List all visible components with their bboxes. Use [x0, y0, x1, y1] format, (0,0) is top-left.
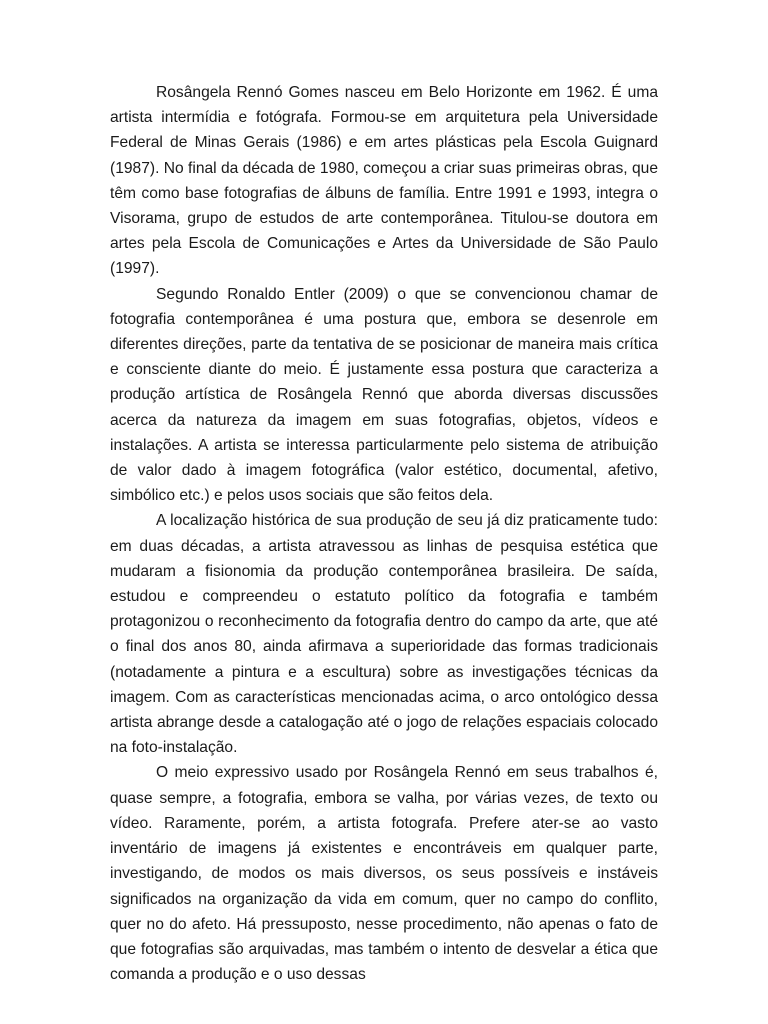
paragraph-biography: Rosângela Rennó Gomes nasceu em Belo Horizonte em 1962. É uma artista intermídia e fotógrafa. Formou-se em arquitetura pela Universidade Federal de Minas Gerais (1986) e em artes plásticas pela Escola Guignard (1987). No final da década de 1980, começou a criar suas primeiras obras, que têm como base fotografias de álbuns de família. Entre 1991 e 1993, integra o Visorama, grupo de estudos de arte contemporânea. Titulou-se doutora em artes pela Escola de Comunicações e Artes da Universidade de São Paulo (1997).	[110, 84, 658, 278]
paragraph-contemporary-photography: Segundo Ronaldo Entler (2009) o que se convencionou chamar de fotografia contemporânea é uma postura que, embora se desenrole em diferentes direções, parte da tentativa de se posicionar de maneira mais crítica e consciente diante do meio. É justamente essa postura que caracteriza a produção artística de Rosângela Rennó que aborda diversas discussões acerca da natureza da imagem em suas fotografias, objetos, vídeos e instalações. A artista se interessa particularmente pelo sistema de atribuição de valor dado à imagem fotográfica (valor estético, documental, afetivo, simbólico etc.) e pelos usos sociais que são feitos dela.	[110, 285, 658, 505]
paragraph-expressive-medium: O meio expressivo usado por Rosângela Rennó em seus trabalhos é, quase sempre, a fotografia, embora se valha, por várias vezes, de texto ou vídeo. Raramente, porém, a artista fotografa. Prefere ater-se ao vasto inventário de imagens já existentes e encontráveis em qualquer parte, investigando, de modos os mais diversos, os seus possíveis e instáveis significados na organização da vida em comum, quer no campo do conflito, quer no do afeto. Há pressuposto, nesse procedimento, não apenas o fato de que fotografias são arquivadas, mas também o intento de desvelar a ética que comanda a produção e o uso dessas	[110, 764, 658, 984]
paragraph-historical-location: A localização histórica de sua produção de seu já diz praticamente tudo: em duas décadas, a artista atravessou as linhas de pesquisa estética que mudaram a fisionomia da produção contemporânea brasileira. De saída, estudou e compreendeu o estatuto político da fotografia e também protagonizou o reconhecimento da fotografia dentro do campo da arte, que até o final dos anos 80, ainda afirmava a superioridade das formas tradicionais (notadamente a pintura e a escultura) sobre as investigações técnicas da imagem. Com as características mencionadas acima, o arco ontológico dessa artista abrange desde a catalogação até o jogo de relações espaciais colocado na foto-instalação.	[110, 512, 658, 757]
document-page	[110, 80, 658, 987]
